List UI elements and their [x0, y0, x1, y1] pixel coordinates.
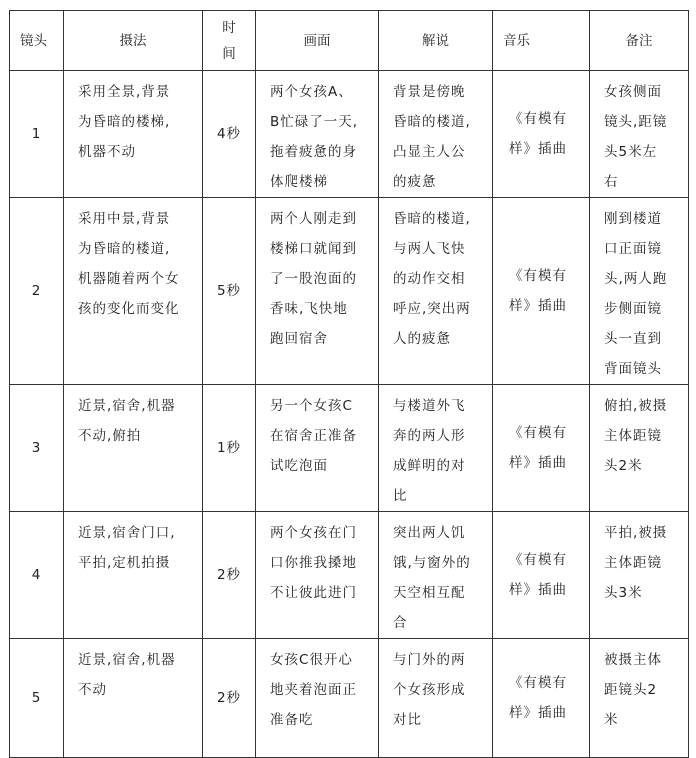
- cell-music: 《有模有 样》插曲: [493, 512, 590, 639]
- cell-note: 被摄主体 距镜头2 米: [590, 639, 689, 758]
- header-row: [10, 11, 689, 71]
- cell-music: 《有模有 样》插曲: [493, 639, 590, 758]
- header-shot: 镜头: [10, 11, 64, 71]
- cell-shot: 3: [10, 385, 64, 512]
- cell-method: 采用中景,背景 为昏暗的楼道, 机器随着两个女 孩的变化而变化: [64, 198, 203, 385]
- cell-narration: 背景是傍晚 昏暗的楼道, 凸显主人公 的疲惫: [379, 71, 493, 198]
- cell-scene: 两个女孩A、 B忙碌了一天, 拖着疲惫的身 体爬楼梯: [256, 71, 379, 198]
- cell-shot: 2: [10, 198, 64, 385]
- table-row: [10, 198, 689, 385]
- cell-time: 1秒: [203, 385, 256, 512]
- cell-time: 2秒: [203, 639, 256, 758]
- table-row: [10, 71, 689, 198]
- cell-narration: 与门外的两 个女孩形成 对比: [379, 639, 493, 758]
- cell-method: 采用全景,背景 为昏暗的楼梯, 机器不动: [64, 71, 203, 198]
- cell-shot: 1: [10, 71, 64, 198]
- header-music: 音乐: [493, 11, 590, 71]
- header-time: 时 间: [203, 11, 256, 71]
- header-narration: 解说: [379, 11, 493, 71]
- cell-note: 女孩侧面 镜头,距镜 头5米左 右: [590, 71, 689, 198]
- cell-narration: 昏暗的楼道, 与两人飞快 的动作交相 呼应,突出两 人的疲惫: [379, 198, 493, 385]
- cell-shot: 5: [10, 639, 64, 758]
- cell-time: 4秒: [203, 71, 256, 198]
- cell-method: 近景,宿舍,机器 不动,俯拍: [64, 385, 203, 512]
- cell-narration: 与楼道外飞 奔的两人形 成鲜明的对 比: [379, 385, 493, 512]
- table-row: [10, 512, 689, 639]
- cell-music: 《有模有 样》插曲: [493, 71, 590, 198]
- cell-scene: 两个女孩在门 口你推我搡地 不让彼此进门: [256, 512, 379, 639]
- table-row: [10, 639, 689, 758]
- cell-music: 《有模有 样》插曲: [493, 198, 590, 385]
- cell-note: 平拍,被摄 主体距镜 头3米: [590, 512, 689, 639]
- header-method: 摄法: [64, 11, 203, 71]
- cell-music: 《有模有 样》插曲: [493, 385, 590, 512]
- cell-scene: 另一个女孩C 在宿舍正准备 试吃泡面: [256, 385, 379, 512]
- cell-time: 5秒: [203, 198, 256, 385]
- header-note: 备注: [590, 11, 689, 71]
- cell-shot: 4: [10, 512, 64, 639]
- cell-narration: 突出两人饥 饿,与窗外的 天空相互配 合: [379, 512, 493, 639]
- shot-script-table: [9, 10, 689, 758]
- cell-method: 近景,宿舍,机器 不动: [64, 639, 203, 758]
- cell-time: 2秒: [203, 512, 256, 639]
- cell-note: 俯拍,被摄 主体距镜 头2米: [590, 385, 689, 512]
- header-scene: 画面: [256, 11, 379, 71]
- cell-note: 刚到楼道 口正面镜 头,两人跑 步侧面镜 头一直到 背面镜头: [590, 198, 689, 385]
- cell-scene: 女孩C很开心 地夹着泡面正 准备吃: [256, 639, 379, 758]
- cell-method: 近景,宿舍门口, 平拍,定机拍摄: [64, 512, 203, 639]
- cell-scene: 两个人刚走到 楼梯口就闻到 了一股泡面的 香味,飞快地 跑回宿舍: [256, 198, 379, 385]
- table-row: [10, 385, 689, 512]
